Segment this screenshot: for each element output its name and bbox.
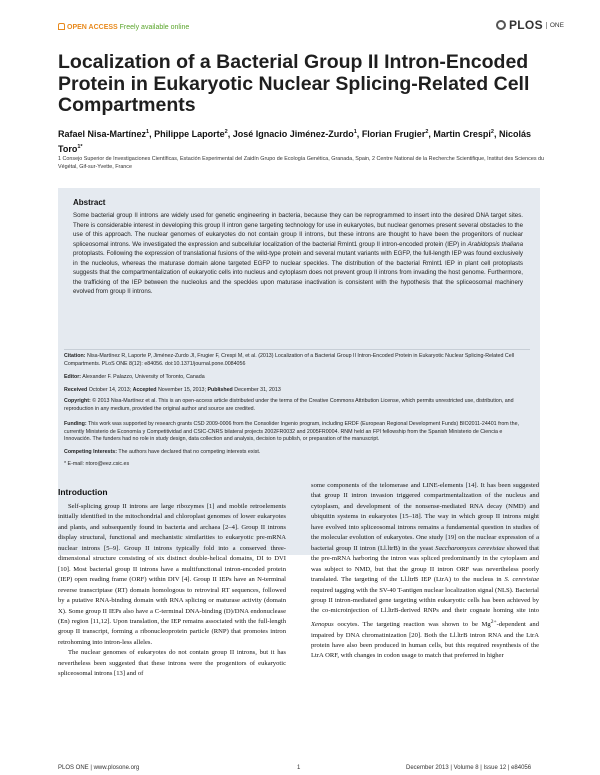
- species-name: S. cerevisiae: [504, 576, 539, 584]
- citation: [64, 353, 530, 368]
- abstract-heading: Abstract: [73, 198, 106, 207]
- footer-issue: December 2013 | Volume 8 | Issue 12 | e84056: [406, 765, 532, 771]
- author: Florian Frugier: [361, 129, 426, 139]
- accepted-date: November 15, 2013;: [157, 387, 206, 393]
- author-list: Rafael Nisa-Martínez$^1$, Philippe Laporte$^2$, José Ignacio Jiménez-Zurdo$^1$, Florian Frugier$^2$, Martin Crespi$^2$, Nicolás Toro$^{1*}$: [58, 129, 532, 154]
- received-label: Received: [64, 387, 88, 393]
- author: Nicolás Toro: [58, 129, 532, 154]
- author-affiliation-mark: 1: [353, 129, 357, 135]
- body-text: oocytes. The targeting reaction was shown to be Mg: [333, 621, 491, 629]
- author: Rafael Nisa-Martínez: [58, 129, 147, 139]
- citation-text: Nisa-Martínez R, Laporte P, Jiménez-Zurdo JI, Frugier F, Crespi M, et al. (2013) Localization of a Bacterial Group II Intron-Encoded Protein in Eukaryotic Nuclear Splicing-Related Cell Compartments. PLoS ONE 8(12): e84056. doi:10.1371/journal.pone.0084056: [64, 353, 515, 367]
- body-paragraph: The nuclear genomes of eukaryotes do not contain group II introns, but it has nevertheless been suggested that these introns were the progenitors of eukaryotic spliceosomal introns [13] and of: [58, 649, 286, 678]
- author: José Ignacio Jiménez-Zurdo: [232, 129, 354, 139]
- open-access-banner: [58, 23, 189, 31]
- abstract-text: [73, 211, 523, 297]
- received-date: October 14, 2013;: [88, 387, 132, 393]
- body-text: showed that the pre-mRNA harboring the intron was spliced predominantly in the cytoplasm and was subject to NMD, but that the group II intron ORF was nevertheless poorly translated. The targeting of the Ll.ltrB IEP (LtrA) to the nucleus in: [311, 544, 539, 584]
- open-access-label: OPEN ACCESS: [67, 24, 118, 31]
- article-title: Localization of a Bacterial Group II Intron-Encoded Protein in Eukaryotic Nuclear Splicing-Related Cell Compartments: [58, 51, 530, 116]
- body-paragraph: Self-splicing group II introns are large ribozymes [1] and mobile retroelements initially identified in the mitochondrial and chloroplast genomes of lower eukaryotes and plants, and subsequently found in bacteria and archaea [2–4]. Group II introns display structural, functional and mechanistic similarities to eukaryotic pre-mRNA nuclear introns [5–9]. Group II introns typically fold into a conserved three-dimensional structure consisting of six distinct double-helical domains, DI to DVI [10]. Most bacterial group II introns have a multifunctional intron-encoded protein (IEP) open reading frame (ORF) within DIV [4]. Group II IEPs have an N-terminal reverse transcriptase (RT) domain homologous to retroviral RT sequences, followed by a putative RNA-binding domain with RNA splicing or maturase activity (domain X). Some group II IEPs also have a C-terminal DNA-binding (D)/DNA endonuclease (En) region [11,12]. Upon translation, the IEP remains associated with the full-length group II transcript, forming a ribonucleoprotein particle (RNP) that promotes intron retrohoming into intron-less alleles.: [58, 503, 286, 646]
- superscript: 2+: [490, 618, 497, 625]
- copyright: [64, 398, 530, 413]
- author-affiliation-mark: 2: [490, 129, 494, 135]
- copyright-text: © 2013 Nisa-Martínez et al. This is an open-access article distributed under the terms of the Creative Commons Attribution License, which permits unrestricted use, distribution, and reproduction in any medium, provided the original author and source are credited.: [64, 398, 514, 412]
- body-column-left: [58, 502, 286, 680]
- author-affiliation-mark: 1*: [77, 144, 83, 150]
- author: Philippe Laporte: [154, 129, 225, 139]
- species-name: Xenopus: [311, 621, 334, 629]
- body-text: -dependent and impaired by DNA chromatinization [20]. Both the Ll.ltrB intron RNA and the LtrA protein have also been produced in human cells, but this required resynthesis of the LtrA ORF, with changes in codon usage to match that preferred in higher: [311, 621, 539, 660]
- footer-journal: PLOS ONE | www.plosone.org: [58, 765, 140, 771]
- author-affiliation-mark: 2: [425, 129, 429, 135]
- species-name: Saccharomyces cerevisiae: [435, 544, 505, 552]
- email-address: ntoro@eez.csic.es: [85, 461, 130, 467]
- citation-label: Citation:: [64, 353, 86, 359]
- editor: [64, 374, 530, 382]
- plos-circle-icon: [496, 20, 506, 30]
- affiliations: 1 Consejo Superior de Investigaciones Científicas, Estación Experimental del Zaidín Grupo de Ecología Genética, Granada, Spain, 2 Centre National de la Recherche Scientifique, Institut des Sciences du Végétal, Gif-sur-Yvette, France: [58, 156, 545, 170]
- competing-label: Competing Interests:: [64, 449, 117, 455]
- freely-available-label: Freely available online: [119, 24, 190, 31]
- published-date: December 31, 2013: [234, 387, 281, 393]
- email-label: * E-mail:: [64, 461, 85, 467]
- abstract-species-name: Arabidopsis thaliana: [467, 240, 523, 248]
- abstract-text-part: Some bacterial group II introns are widely used for genetic engineering in bacteria, because they can be reprogrammed to insert into the desired DNA target sites. There is considerable interest in developing this group II intron gene targeting technology for use in eukaryotes, but nuclear genomes present several obstacles to the use of this approach. The nuclear genomes of eukaryotes do not contain group II introns, but these introns are thought to have been the progenitors of nuclear spliceosomal introns. We investigated the expression and subcellular localization of the bacterial RmInt1 group II intron-encoded protein (IEP) in: [73, 212, 523, 248]
- editor-label: Editor:: [64, 374, 82, 380]
- logo-one-text: ONE: [546, 22, 564, 29]
- email: [64, 461, 530, 469]
- published-label: Published: [207, 387, 233, 393]
- author-affiliation-mark: 2: [224, 129, 228, 135]
- copyright-label: Copyright:: [64, 398, 91, 404]
- author-affiliation-mark: 1: [146, 129, 150, 135]
- open-lock-icon: [58, 23, 65, 30]
- body-paragraph: [311, 481, 539, 662]
- funding-label: Funding:: [64, 421, 87, 427]
- dates: [64, 387, 530, 395]
- footer-page-number: 1: [297, 765, 301, 771]
- abstract-text-part: protoplasts. Following the expression of translational fusions of the wild-type protein and several mutant variants with EGFP, the full-length IEP was found exclusively in the nucleolus, whereas the maturase domain alone targeted EGFP to nuclear speckles. The distribution of the bacterial RmInt1 IEP in plant cell protoplasts suggests that the compartmentalization of eukaryotic cells into nucleus and cytoplasm does not prevent group II introns from invading the host genome. Furthermore, the trafficking of the IEP between the nucleolus and the speckles upon maturase inactivation is consistent with the hypothesis that the spliceosomal machinery evolved from group II introns.: [73, 250, 523, 295]
- author: Martin Crespi: [433, 129, 491, 139]
- logo-plos-text: PLOS: [509, 18, 543, 32]
- body-column-right: [311, 481, 539, 662]
- abstract-divider: [64, 349, 530, 350]
- body-text: required tagging with the SV-40 T-antigen nuclear localization signal (NLS). Bacterial group II intron-mediated gene targeting within eukaryotic cells has been achieved by the co-microinjection of Ll.ltrB-derived RNPs and their cognate homing site into: [311, 586, 539, 615]
- funding: [64, 421, 530, 444]
- introduction-heading: Introduction: [58, 487, 108, 497]
- funding-text: This work was supported by research grants CSD 2009-0006 from the Consolider Ingenio program, including ERDF (European Regional Development Funds) BIO2011-24401 from the, currently Ministerio de Economía y Competitividad and CSIC-CNRS bilateral projects 2002FR0032 and 2005FR0004. RNM held an FPI fellowship from the Spanish Ministerio de Ciencia e Innovación. The funders had no role in study design, data collection and analysis, decision to publish, or preparation of the manuscript.: [64, 421, 519, 442]
- body-text: some components of the telomerase and LINE-elements [14]. It has been suggested that group II intron invasion triggered compartmentalization of the nucleus and cytoplasm, and development of the nonsense-mediated RNA decay (NMD) and ubiquitin systems in eukaryotes [15–18]. The way in which group II introns might have evolved into spliceosomal introns remains a fundamental question in studies of the molecular evolution of eukaryotes. One study [19] on the nuclear expression of a bacterial group II intron (Ll.ltrB) in the yeast: [311, 482, 539, 552]
- plos-one-logo: [496, 18, 564, 32]
- accepted-label: Accepted: [132, 387, 157, 393]
- competing-interests: [64, 449, 530, 457]
- competing-text: The authors have declared that no competing interests exist.: [118, 449, 261, 455]
- editor-text: Alexander F. Palazzo, University of Toronto, Canada: [82, 374, 205, 380]
